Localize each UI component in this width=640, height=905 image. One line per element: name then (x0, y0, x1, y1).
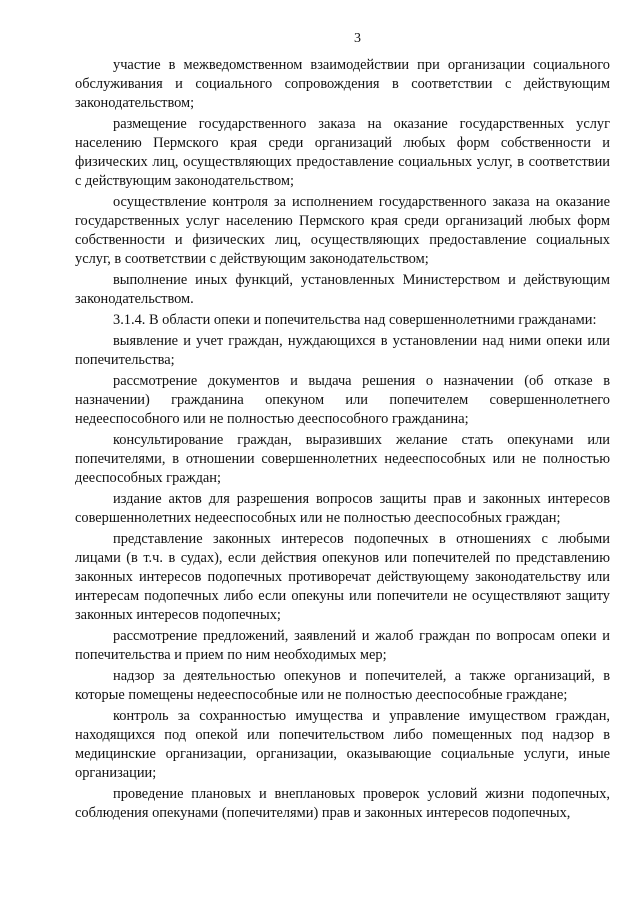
paragraph: надзор за деятельностью опекунов и попечителей, а также организаций, в которые помещены недееспособные или не полностью дееспособные граждане; (75, 668, 610, 703)
section-heading-3-1-4: 3.1.4. В области опеки и попечительства над совершеннолетними гражданами: (113, 312, 597, 328)
paragraph: консультирование граждан, выразивших желание стать опекунами или попечителями, в отношении совершеннолетних недееспособных или не полностью дееспособных граждан; (75, 432, 610, 486)
paragraph: издание актов для разрешения вопросов защиты прав и законных интересов совершеннолетних недееспособных или не полностью дееспособных граждан; (75, 491, 610, 526)
paragraph: выявление и учет граждан, нуждающихся в установлении над ними опеки или попечительства; (75, 333, 610, 368)
paragraph: рассмотрение предложений, заявлений и жалоб граждан по вопросам опеки и попечительства и прием по ним необходимых мер; (75, 628, 610, 663)
paragraph: выполнение иных функций, установленных Министерством и действующим законодательством. (75, 272, 610, 307)
paragraph: осуществление контроля за исполнением государственного заказа на оказание государственных услуг населению Пермского края среди организаций любых форм собственности и физических лиц, осуществляющих предоставление социальных услуг, в соответствии с действующим законодательством; (75, 194, 610, 267)
paragraph: представление законных интересов подопечных в отношениях с любыми лицами (в т.ч. в судах), если действия опекунов или попечителей по представлению законных интересов подопечных противоречат действующему законодательству или интересам подопечных либо если опекуны или попечители не осуществляют защиту законных интересов подопечных; (75, 531, 610, 623)
paragraph: проведение плановых и внеплановых проверок условий жизни подопечных, соблюдения опекунами (попечителями) прав и законных интересов подопечных, (75, 786, 610, 821)
paragraph: рассмотрение документов и выдача решения о назначении (об отказе в назначении) гражданина опекуном или попечителем совершеннолетнего недееспособного или не полностью дееспособного гражданина; (75, 373, 610, 427)
paragraph: участие в межведомственном взаимодействии при организации социального обслуживания и социального сопровождения в соответствии с действующим законодательством; (75, 57, 610, 111)
page-number: 3 (354, 31, 361, 46)
paragraph: размещение государственного заказа на оказание государственных услуг населению Пермского края среди организаций любых форм собственности и физических лиц, осуществляющих предоставление социальных услуг, в соответствии с действующим законодательством; (75, 116, 610, 189)
paragraph: контроль за сохранностью имущества и управление имуществом граждан, находящихся под опекой или попечительством либо помещенных под надзор в медицинские организации, организации, оказывающие социальные услуги, иные организации; (75, 708, 610, 781)
